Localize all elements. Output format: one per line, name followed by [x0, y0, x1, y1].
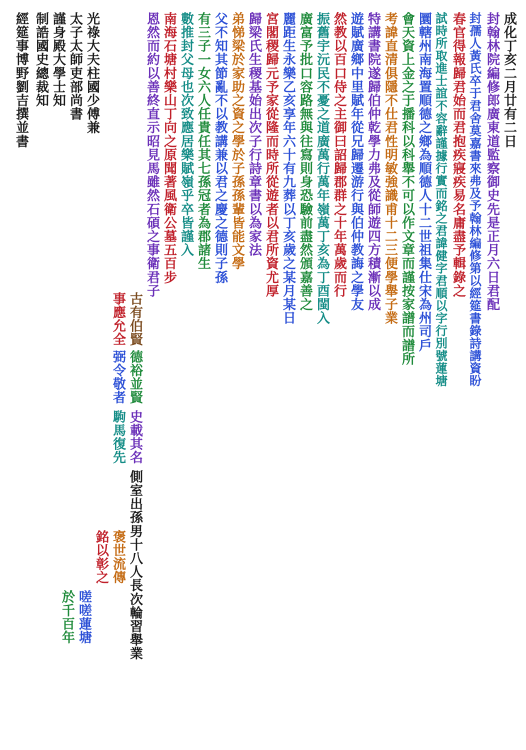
verse-line-2: 事應允全	[110, 292, 125, 347]
verse-line-5: 史載其名	[127, 410, 142, 465]
text-column-8: 考諱直清俱隱不仕君性明敏強識甫十二三便學舉子業	[382, 12, 397, 325]
text-column-10: 遊賦廣鄉中里賦年從兄歸遷游行與伯仲教誨之學友	[348, 12, 363, 312]
text-column-2: 封翰林院編修郎廣東道監察御史先是正月六日君配	[484, 12, 499, 312]
verse-line-1: 古有伯賢	[127, 292, 142, 347]
author-signature: 經筵事博野劉吉撰並書	[13, 12, 28, 148]
author-title-1: 光祿大夫柱國少傅兼	[84, 12, 99, 135]
text-column-17: 弟悌梁於家助之資之學於子孫孫輩皆能文學	[229, 12, 244, 271]
verse-line-3: 德裕並賢	[127, 350, 142, 405]
text-column-5: 試時所取進士誼不容辭謹據行實而銘之君諱健字君順以字行別號蓮塘	[434, 12, 448, 387]
text-column-4: 春官得報歸君始而君抱疾寢疾易名庸盡予輯錄之	[450, 12, 465, 298]
text-column-18: 父不知其節亂不以教講兼以君之慶之德則子孫	[212, 12, 227, 284]
text-column-6: 圜轄州南海置順德之鄉為順德人十二世祖集仕宋為州司戶	[416, 12, 431, 352]
author-title-4: 制誥國史總裁知	[33, 12, 48, 108]
verse-line-8: 銘以彰之	[93, 530, 108, 585]
text-column-15: 宮閣稷歸元予家從隆而時所從遊者以君所資尤厚	[263, 12, 278, 298]
text-column-11: 然教以百口侍之主御曰詔歸郡群之十年萬歲而行	[331, 12, 346, 298]
text-column-9: 特講書院遂歸伯仲乾學力弗及從師遊四方積漸以成	[365, 12, 380, 312]
verse-line-4: 弼令敬者	[110, 350, 125, 405]
text-column-sons: 側室出孫男十八人長次輪習舉業	[127, 470, 142, 661]
text-column-19: 有三子一女六人任貴任其七孫冠者為郡諸生	[195, 12, 210, 271]
verse-line-10: 於千百年	[59, 590, 74, 645]
author-title-3: 謹身殿大學士知	[50, 12, 65, 108]
verse-line-9: 嗟嗟蓮塘	[76, 590, 91, 645]
text-column-22: 恩然而約以善終直示昭見馬雖然石碩之事衛君子	[144, 12, 159, 298]
verse-line-6: 駒馬復先	[110, 410, 125, 465]
text-column-13: 廣富予批口容路無與往寫則身恐驗前盡然頒嘉善之	[297, 12, 312, 312]
text-column-7: 會天資上金之于播科以科舉不可以作文章而謹按家譜而譜所	[399, 12, 414, 366]
author-title-2: 太子太師吏部尚書	[67, 12, 82, 121]
text-column-20: 數推封父母也次致應居樂賦嶺乎卒皆謹入	[178, 12, 193, 257]
text-column-date: 成化丁亥二月廿有二日	[501, 12, 516, 148]
verse-line-7: 褒世流傳	[110, 530, 125, 585]
text-column-16: 歸梁氏生稷基始出次子行詩章書以為家法	[246, 12, 261, 257]
text-column-21: 南海石塘村樂山丁向之原聞著風衛公墓五百步	[161, 12, 176, 284]
text-column-14: 麗距生永樂乙亥享年六十有九葬以丁亥歲之某月某日	[280, 12, 295, 325]
text-column-3: 封孺人黃氏卒于君舍莫嘉書來弗及予翰林編修第以經筵書錄詩講資盼	[468, 12, 482, 387]
text-column-12: 振舊宇沅民不憂之道廣萬行萬年嶺萬丁亥為丁酉閩入	[314, 12, 329, 325]
